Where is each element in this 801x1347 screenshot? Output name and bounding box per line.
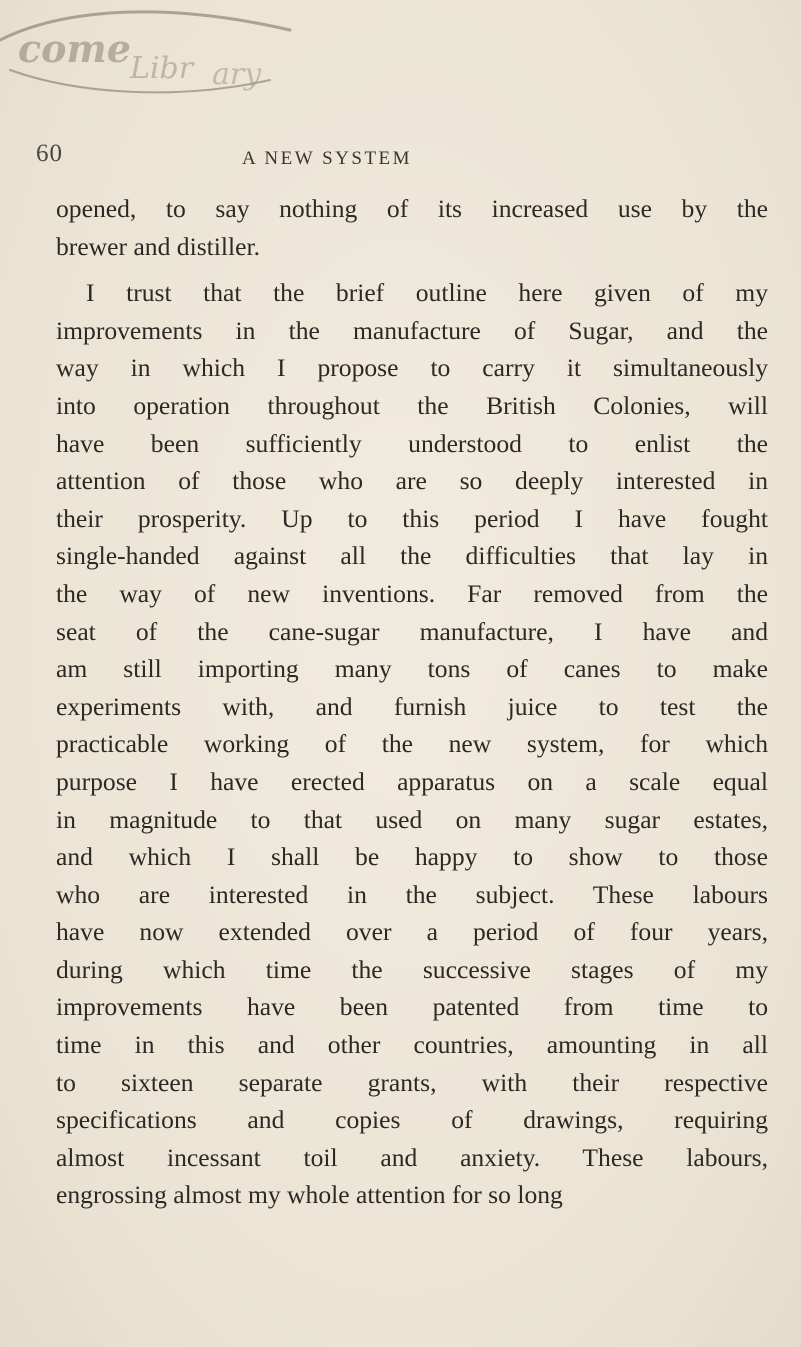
- svg-text:Libr: Libr: [130, 51, 194, 86]
- text-line: during which time the successive stages of my: [56, 954, 768, 984]
- text-line: into operation throughout the British Colonies, will: [56, 390, 768, 420]
- page-header: [36, 140, 766, 180]
- svg-text:ary: ary: [212, 57, 262, 92]
- text-line: and which I shall be happy to show to those: [56, 842, 768, 872]
- text-line: have been sufficiently understood to enlist the: [56, 428, 768, 458]
- text-line: experiments with, and furnish juice to test the: [56, 691, 768, 721]
- text-line: almost incessant toil and anxiety. These labours,: [56, 1142, 768, 1172]
- text-line: specifications and copies of drawings, requiring: [56, 1105, 768, 1135]
- running-title: A NEW SYSTEM: [242, 148, 413, 169]
- text-line: brewer and distiller.: [56, 231, 260, 261]
- body-text: [56, 190, 768, 1214]
- text-line: engrossing almost my whole attention for so long: [56, 1180, 563, 1210]
- text-line: seat of the cane-sugar manufacture, I have and: [56, 616, 768, 646]
- library-stamp: [0, 0, 300, 110]
- text-line: time in this and other countries, amounting in all: [56, 1030, 768, 1060]
- text-line: their prosperity. Up to this period I have fought: [56, 503, 768, 533]
- text-line: to sixteen separate grants, with their respective: [56, 1067, 768, 1097]
- text-line: improvements have been patented from time to: [56, 992, 768, 1022]
- text-line: single-handed against all the difficulties that lay in: [56, 541, 768, 571]
- text-line: purpose I have erected apparatus on a scale equal: [56, 766, 768, 796]
- text-line: opened, to say nothing of its increased use by the: [56, 194, 768, 223]
- paragraph-1: [56, 190, 768, 265]
- text-line: improvements in the manufacture of Sugar, and the: [56, 315, 768, 345]
- text-line: way in which I propose to carry it simultaneously: [56, 353, 768, 383]
- svg-text:come: come: [18, 26, 131, 71]
- text-line: attention of those who are so deeply interested in: [56, 466, 768, 496]
- page-number: 60: [36, 140, 63, 167]
- text-line: the way of new inventions. Far removed from the: [56, 578, 768, 608]
- text-line: have now extended over a period of four years,: [56, 917, 768, 947]
- text-line: practicable working of the new system, for which: [56, 729, 768, 759]
- paragraph-2: [56, 274, 768, 1214]
- text-line: am still importing many tons of canes to make: [56, 654, 768, 684]
- text-line: who are interested in the subject. These labours: [56, 879, 768, 909]
- text-line: I trust that the brief outline here given of my: [86, 278, 768, 308]
- text-line: in magnitude to that used on many sugar estates,: [56, 804, 768, 834]
